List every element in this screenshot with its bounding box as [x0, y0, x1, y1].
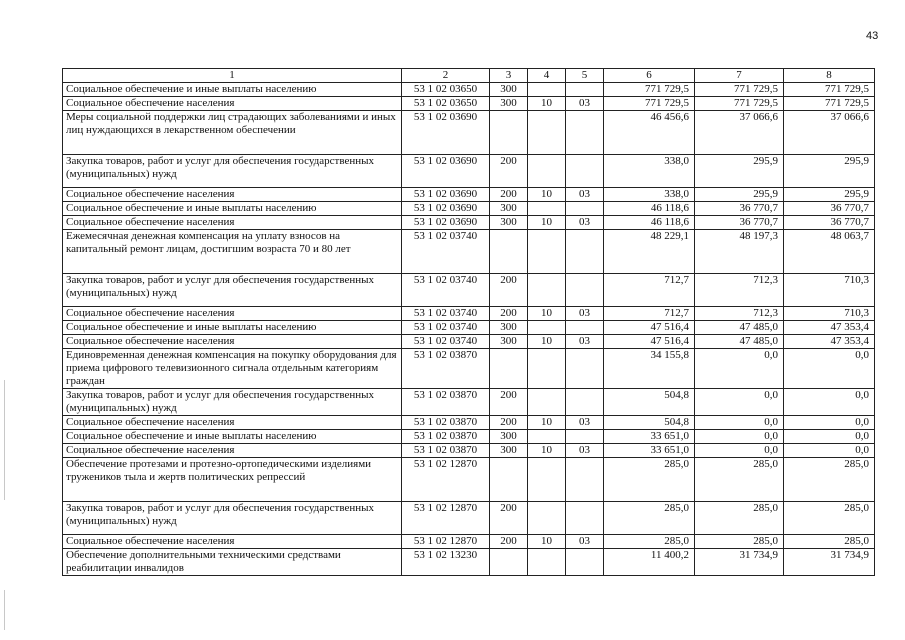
row-amount-y3: 0,0 [784, 430, 875, 444]
row-vr: 300 [490, 83, 528, 97]
row-amount-y2: 36 770,7 [695, 216, 784, 230]
row-amount-y1: 46 118,6 [604, 202, 695, 216]
row-amount-y1: 712,7 [604, 307, 695, 321]
row-pr: 03 [566, 444, 604, 458]
scan-edge-mark [4, 590, 5, 630]
table-row [63, 307, 875, 321]
row-pr [566, 83, 604, 97]
row-amount-y3: 771 729,5 [784, 83, 875, 97]
row-vr [490, 230, 528, 274]
row-name: Закупка товаров, работ и услуг для обеспечения государственных (муниципальных) нужд [63, 389, 402, 416]
row-amount-y3: 0,0 [784, 444, 875, 458]
row-code: 53 1 02 03650 [402, 83, 490, 97]
row-amount-y3: 710,3 [784, 274, 875, 307]
row-rz [528, 321, 566, 335]
row-pr: 03 [566, 188, 604, 202]
row-amount-y2: 285,0 [695, 502, 784, 535]
row-vr: 300 [490, 335, 528, 349]
column-header: 8 [784, 69, 875, 83]
row-vr [490, 549, 528, 576]
row-rz [528, 389, 566, 416]
row-pr: 03 [566, 97, 604, 111]
table-row [63, 97, 875, 111]
table-row [63, 549, 875, 576]
row-name: Социальное обеспечение населения [63, 188, 402, 202]
row-amount-y2: 712,3 [695, 274, 784, 307]
table-row [63, 111, 875, 155]
column-header: 7 [695, 69, 784, 83]
row-pr [566, 458, 604, 502]
table-row [63, 349, 875, 389]
table-row [63, 430, 875, 444]
row-pr [566, 111, 604, 155]
row-code: 53 1 02 03870 [402, 430, 490, 444]
row-code: 53 1 02 03690 [402, 216, 490, 230]
page-number: 43 [866, 30, 879, 42]
row-code: 53 1 02 03870 [402, 416, 490, 430]
row-name: Закупка товаров, работ и услуг для обеспечения государственных (муниципальных) нужд [63, 502, 402, 535]
row-rz [528, 83, 566, 97]
row-pr: 03 [566, 216, 604, 230]
row-name: Социальное обеспечение и иные выплаты населению [63, 430, 402, 444]
row-amount-y3: 710,3 [784, 307, 875, 321]
row-pr [566, 389, 604, 416]
row-rz: 10 [528, 97, 566, 111]
row-amount-y3: 36 770,7 [784, 202, 875, 216]
row-amount-y3: 285,0 [784, 535, 875, 549]
row-rz [528, 458, 566, 502]
row-amount-y2: 0,0 [695, 444, 784, 458]
row-pr: 03 [566, 416, 604, 430]
row-name: Социальное обеспечение населения [63, 335, 402, 349]
row-amount-y1: 48 229,1 [604, 230, 695, 274]
table-row [63, 230, 875, 274]
row-amount-y2: 48 197,3 [695, 230, 784, 274]
row-pr [566, 202, 604, 216]
row-amount-y2: 0,0 [695, 389, 784, 416]
column-number-row [63, 69, 875, 83]
row-vr: 200 [490, 416, 528, 430]
table-row [63, 321, 875, 335]
row-pr [566, 549, 604, 576]
table-row [63, 444, 875, 458]
row-name: Ежемесячная денежная компенсация на уплату взносов на капитальный ремонт лицам, достигшим возраста 70 и 80 лет [63, 230, 402, 274]
row-vr: 300 [490, 216, 528, 230]
row-amount-y1: 46 456,6 [604, 111, 695, 155]
row-name: Социальное обеспечение населения [63, 444, 402, 458]
row-name: Социальное обеспечение и иные выплаты населению [63, 83, 402, 97]
row-amount-y1: 771 729,5 [604, 97, 695, 111]
row-amount-y3: 285,0 [784, 502, 875, 535]
row-amount-y3: 47 353,4 [784, 321, 875, 335]
row-vr: 300 [490, 321, 528, 335]
row-rz [528, 155, 566, 188]
row-pr [566, 274, 604, 307]
row-name: Обеспечение дополнительными техническими средствами реабилитации инвалидов [63, 549, 402, 576]
row-pr: 03 [566, 535, 604, 549]
row-vr: 300 [490, 444, 528, 458]
row-name: Закупка товаров, работ и услуг для обеспечения государственных (муниципальных) нужд [63, 274, 402, 307]
row-name: Социальное обеспечение населения [63, 535, 402, 549]
row-vr: 200 [490, 274, 528, 307]
row-amount-y1: 338,0 [604, 155, 695, 188]
row-vr: 300 [490, 97, 528, 111]
table-row [63, 458, 875, 502]
row-name: Социальное обеспечение и иные выплаты населению [63, 202, 402, 216]
row-rz [528, 230, 566, 274]
row-amount-y1: 11 400,2 [604, 549, 695, 576]
row-amount-y3: 48 063,7 [784, 230, 875, 274]
row-name: Социальное обеспечение населения [63, 216, 402, 230]
table-row [63, 83, 875, 97]
row-rz [528, 274, 566, 307]
row-vr: 200 [490, 502, 528, 535]
table-row [63, 335, 875, 349]
row-amount-y3: 285,0 [784, 458, 875, 502]
row-rz [528, 111, 566, 155]
row-amount-y3: 0,0 [784, 349, 875, 389]
row-amount-y2: 295,9 [695, 188, 784, 202]
row-amount-y2: 295,9 [695, 155, 784, 188]
row-amount-y1: 285,0 [604, 458, 695, 502]
scan-edge-mark [4, 380, 5, 500]
table-row [63, 188, 875, 202]
row-pr [566, 230, 604, 274]
row-name: Единовременная денежная компенсация на покупку оборудования для приема цифрового телевизионного сигнала отдельным категориям граждан [63, 349, 402, 389]
row-pr [566, 349, 604, 389]
row-code: 53 1 02 03690 [402, 188, 490, 202]
row-pr: 03 [566, 307, 604, 321]
row-vr [490, 349, 528, 389]
row-rz [528, 502, 566, 535]
row-code: 53 1 02 12870 [402, 502, 490, 535]
row-amount-y2: 285,0 [695, 458, 784, 502]
row-vr: 200 [490, 307, 528, 321]
row-amount-y1: 47 516,4 [604, 335, 695, 349]
row-code: 53 1 02 03870 [402, 444, 490, 458]
column-header: 1 [63, 69, 402, 83]
row-name: Обеспечение протезами и протезно-ортопедическими изделиями тружеников тыла и жертв политических репрессий [63, 458, 402, 502]
row-vr: 200 [490, 155, 528, 188]
budget-table [62, 68, 875, 576]
row-vr [490, 458, 528, 502]
row-amount-y1: 504,8 [604, 416, 695, 430]
row-code: 53 1 02 03650 [402, 97, 490, 111]
row-amount-y2: 0,0 [695, 416, 784, 430]
table-row [63, 535, 875, 549]
row-vr: 200 [490, 535, 528, 549]
row-vr: 300 [490, 202, 528, 216]
row-rz: 10 [528, 335, 566, 349]
row-amount-y2: 47 485,0 [695, 321, 784, 335]
row-code: 53 1 02 13230 [402, 549, 490, 576]
row-pr [566, 430, 604, 444]
row-amount-y1: 46 118,6 [604, 216, 695, 230]
row-amount-y1: 47 516,4 [604, 321, 695, 335]
row-rz [528, 430, 566, 444]
row-name: Закупка товаров, работ и услуг для обеспечения государственных (муниципальных) нужд [63, 155, 402, 188]
column-header: 6 [604, 69, 695, 83]
row-code: 53 1 02 03690 [402, 111, 490, 155]
row-amount-y1: 712,7 [604, 274, 695, 307]
row-amount-y1: 33 651,0 [604, 430, 695, 444]
row-name: Социальное обеспечение населения [63, 416, 402, 430]
row-amount-y1: 33 651,0 [604, 444, 695, 458]
row-vr: 200 [490, 188, 528, 202]
column-header: 2 [402, 69, 490, 83]
row-rz: 10 [528, 307, 566, 321]
table-body [63, 69, 875, 576]
row-name: Социальное обеспечение населения [63, 307, 402, 321]
row-amount-y1: 771 729,5 [604, 83, 695, 97]
row-code: 53 1 02 03740 [402, 274, 490, 307]
row-amount-y2: 285,0 [695, 535, 784, 549]
row-amount-y1: 285,0 [604, 502, 695, 535]
row-rz: 10 [528, 535, 566, 549]
row-pr [566, 502, 604, 535]
row-name: Социальное обеспечение населения [63, 97, 402, 111]
row-code: 53 1 02 12870 [402, 458, 490, 502]
row-rz [528, 202, 566, 216]
row-amount-y3: 0,0 [784, 416, 875, 430]
row-amount-y2: 47 485,0 [695, 335, 784, 349]
row-rz: 10 [528, 216, 566, 230]
row-amount-y1: 34 155,8 [604, 349, 695, 389]
row-amount-y1: 338,0 [604, 188, 695, 202]
row-vr: 300 [490, 430, 528, 444]
row-amount-y3: 36 770,7 [784, 216, 875, 230]
row-amount-y1: 285,0 [604, 535, 695, 549]
row-amount-y1: 504,8 [604, 389, 695, 416]
table-row [63, 502, 875, 535]
row-rz [528, 349, 566, 389]
row-pr [566, 155, 604, 188]
row-rz: 10 [528, 416, 566, 430]
row-amount-y2: 771 729,5 [695, 97, 784, 111]
row-amount-y3: 0,0 [784, 389, 875, 416]
row-pr [566, 321, 604, 335]
row-vr: 200 [490, 389, 528, 416]
row-amount-y3: 771 729,5 [784, 97, 875, 111]
row-code: 53 1 02 03740 [402, 307, 490, 321]
row-name: Социальное обеспечение и иные выплаты населению [63, 321, 402, 335]
row-amount-y3: 295,9 [784, 188, 875, 202]
row-code: 53 1 02 03740 [402, 321, 490, 335]
column-header: 4 [528, 69, 566, 83]
table-row [63, 274, 875, 307]
row-code: 53 1 02 03740 [402, 335, 490, 349]
row-amount-y2: 712,3 [695, 307, 784, 321]
row-name: Меры социальной поддержки лиц страдающих заболеваниями и иных лиц нуждающихся в лекарственном обеспечении [63, 111, 402, 155]
row-amount-y2: 0,0 [695, 430, 784, 444]
column-header: 5 [566, 69, 604, 83]
column-header: 3 [490, 69, 528, 83]
table-row [63, 416, 875, 430]
row-rz [528, 549, 566, 576]
row-rz: 10 [528, 188, 566, 202]
row-amount-y2: 37 066,6 [695, 111, 784, 155]
row-amount-y3: 37 066,6 [784, 111, 875, 155]
row-pr: 03 [566, 335, 604, 349]
row-amount-y2: 0,0 [695, 349, 784, 389]
row-amount-y3: 295,9 [784, 155, 875, 188]
table-row [63, 216, 875, 230]
row-amount-y2: 31 734,9 [695, 549, 784, 576]
row-code: 53 1 02 03870 [402, 349, 490, 389]
row-amount-y2: 771 729,5 [695, 83, 784, 97]
row-amount-y3: 47 353,4 [784, 335, 875, 349]
row-rz: 10 [528, 444, 566, 458]
table-row [63, 389, 875, 416]
row-amount-y2: 36 770,7 [695, 202, 784, 216]
row-code: 53 1 02 03740 [402, 230, 490, 274]
row-amount-y3: 31 734,9 [784, 549, 875, 576]
row-code: 53 1 02 03870 [402, 389, 490, 416]
row-code: 53 1 02 03690 [402, 202, 490, 216]
row-vr [490, 111, 528, 155]
row-code: 53 1 02 12870 [402, 535, 490, 549]
table-row [63, 202, 875, 216]
row-code: 53 1 02 03690 [402, 155, 490, 188]
table-row [63, 155, 875, 188]
